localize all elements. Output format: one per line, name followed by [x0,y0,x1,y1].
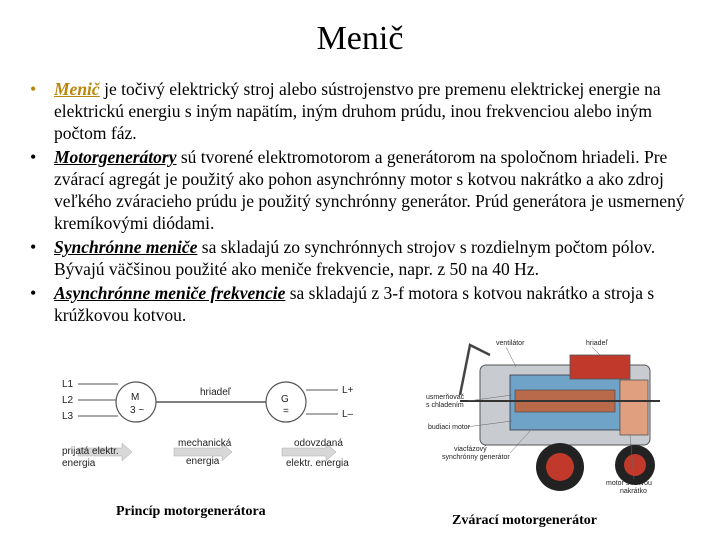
flow-1-line2: energia [62,458,96,469]
rectifier-box [570,355,630,379]
shaft-photo-label: hriadeľ [586,340,608,347]
welding-generator-illustration [420,335,700,503]
wheel-right-hub [624,454,646,476]
rectifier-label-2: s chladením [426,402,464,409]
flow-2-line2: energia [186,456,220,467]
motor-label-1: motor s kotvou [606,480,652,487]
rectifier-label-1: usmerňovač [426,394,465,401]
synch-label-1: viacfázový [454,446,487,453]
exciter-label: budiaci motor [428,424,471,431]
motor-sub-label: 3 ~ [130,405,145,416]
bullet-text: sú tvorené elektromotorom a generátorom na spoločnom hriadeli. Pre zvárací agregát je použitý ako pohon asynchrónny motor s kotvou nakrátko a ako zdroj veľkého zváracieho prúdu je použitý synchrónny generátor. Prúd generátora je usmernený kremíkovými diódami. [54,147,685,233]
bullet-term: Menič [54,79,100,99]
generator-sub-label: = [283,406,289,417]
diagram-caption: Princíp motorgenerátora [116,504,266,519]
motor-label-2: nakrátko [620,488,647,495]
flow-2-line1: mechanická [178,438,232,449]
flow-1-line1: prijatá elektr. [62,446,119,457]
bullet-list [28,78,696,328]
motor-label: M [131,392,140,403]
line-l3-label: L3 [62,411,74,422]
page-title: Menič [316,20,404,57]
bullet-term: Synchrónne meniče [54,237,198,257]
bullet-text: je točivý elektrický stroj alebo sústrojenstvo pre premenu elektrickej energie na elektrickú energiu s iným napätím, iným druhom prúdu, inou frekvenciou alebo iným počtom fáz. [54,79,661,143]
bullet-item [28,78,696,144]
bullet-term: Asynchrónne meniče frekvencie [54,283,286,303]
bullet-item [28,236,696,280]
synch-label-2: synchrónny generátor [442,454,510,461]
bullet-text: sa skladajú zo synchrónnych strojov s rozdielnym počtom pólov. Bývajú väčšinou použité ako meniče frekvencie, napr. z 50 na 40 Hz. [54,237,656,279]
line-l2-label: L2 [62,395,74,406]
bullet-item [28,146,696,234]
flow-3-line2: elektr. energia [286,458,349,469]
output-plus-label: L+ [342,385,354,396]
bullet-text: sa skladajú z 3-f motora s kotvou nakrátko a stroja s krúžkovou kotvou. [54,283,655,325]
fan-label: ventilátor [496,340,525,347]
photo-caption: Zvárací motorgenerátor [452,513,597,528]
flow-3-line1: odovzdaná [294,438,343,449]
bullet-term: Motorgenerátory [54,147,177,167]
shaft-label: hriadeľ [200,387,231,398]
line-l1-label: L1 [62,379,74,390]
wheel-left-hub [546,453,574,481]
exciter-block [620,380,648,435]
motor-generator-diagram [56,362,376,502]
generator-label: G [281,394,289,405]
bullet-item [28,282,696,326]
output-minus-label: L– [342,409,354,420]
